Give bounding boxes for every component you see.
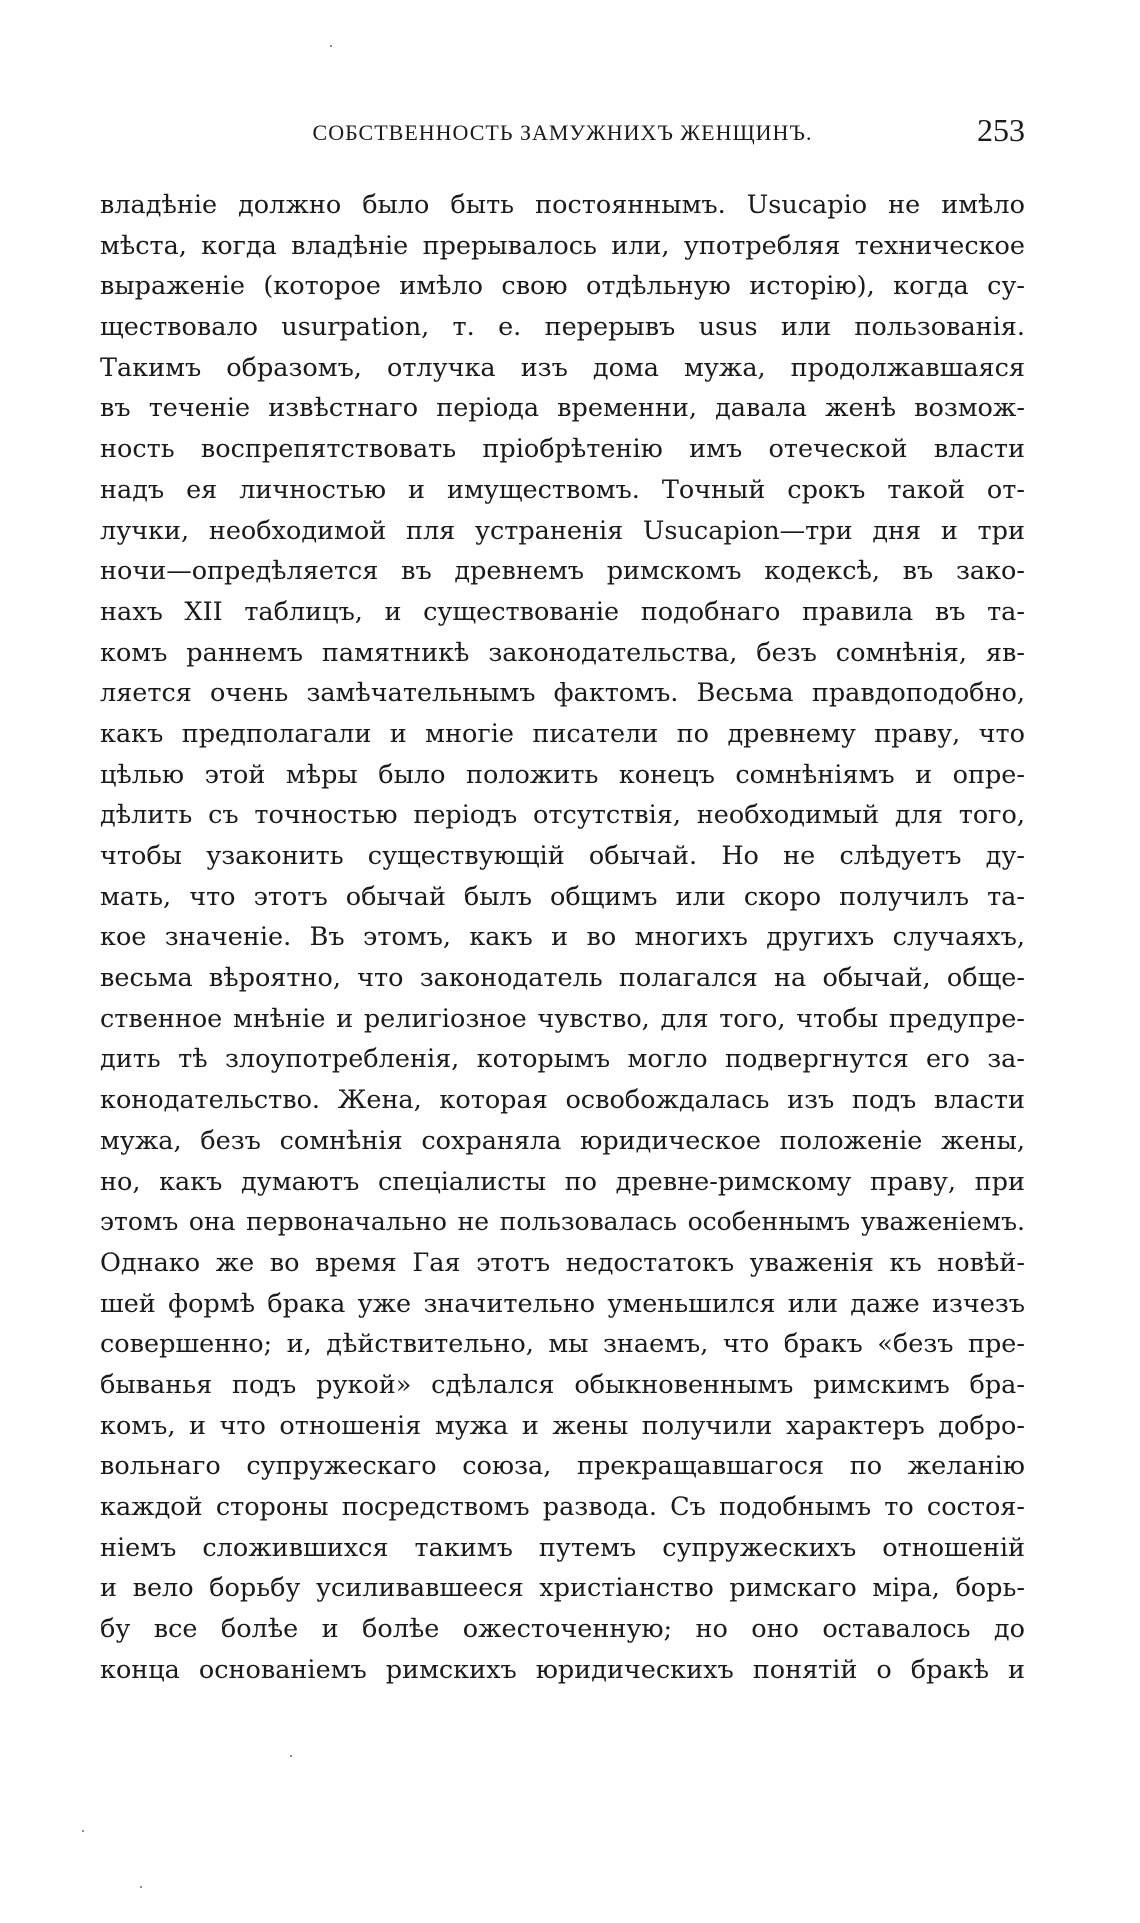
text-line: совершенно; и, дѣйствительно, мы знаемъ, что бракъ «безъ пре- <box>100 1329 1025 1360</box>
text-line: шей формѣ брака уже значительно уменьшился или даже изчезъ <box>100 1288 1025 1319</box>
paper-speck <box>82 1830 84 1832</box>
text-line: бу все болѣе и болѣе ожесточенную; но оно оставалось до <box>100 1614 1025 1645</box>
text-line: конца основаніемъ римскихъ юридическихъ понятій о бракѣ и <box>100 1654 1025 1685</box>
text-line: ственное мнѣніе и религіозное чувство, для того, чтобы предупре- <box>100 1003 1025 1034</box>
text-line: Однако же во время Гая этотъ недостатокъ уваженія къ новѣй- <box>100 1247 1025 1278</box>
text-line: весьма вѣроятно, что законодатель полагался на обычай, обще- <box>100 963 1025 994</box>
text-line: надъ ея личностью и имуществомъ. Точный срокъ такой от- <box>100 474 1025 505</box>
text-line: дить тѣ злоупотребленія, которымъ могло подвергнутся его за- <box>100 1044 1025 1075</box>
text-line: мѣста, когда владѣніе прерывалось или, употребляя техническое <box>100 230 1025 261</box>
page-number: 253 <box>977 112 1025 148</box>
text-line: владѣніе должно было быть постояннымъ. Usucapio не имѣло <box>100 190 1025 220</box>
paper-speck <box>290 1755 292 1757</box>
text-line: дѣлить съ точностью періодъ отсутствія, необходимый для того, <box>100 800 1025 831</box>
text-line: мужа, безъ сомнѣнія сохраняла юридическое положеніе жены, <box>100 1125 1025 1156</box>
text-line: нахъ XII таблицъ, и существованіе подобнаго правила въ та- <box>100 596 1025 627</box>
text-line: ніемъ сложившихся такимъ путемъ супружескихъ отношеній <box>100 1532 1025 1563</box>
text-line: ляется очень замѣчательнымъ фактомъ. Весьма правдоподобно, <box>100 678 1025 709</box>
text-line: ность воспрепятствовать пріобрѣтенію имъ отеческой власти <box>100 434 1025 465</box>
text-line: чтобы узаконить существующій обычай. Но не слѣдуетъ ду- <box>100 841 1025 871</box>
text-line: ществовало usurpation, т. е. перерывъ usus или пользованія. <box>100 312 1025 343</box>
text-line: въ теченіе извѣстнаго періода временни, давала женѣ возмож- <box>100 393 1025 424</box>
text-line: каждой стороны посредствомъ развода. Съ подобнымъ то состоя- <box>100 1492 1025 1522</box>
paper-speck <box>330 45 332 47</box>
text-line: выраженіе (которое имѣло свою отдѣльную исторію), когда су- <box>100 271 1025 302</box>
body-text <box>100 185 1025 1690</box>
text-line: ночи—опредѣляется въ древнемъ римскомъ кодексѣ, въ зако- <box>100 556 1025 587</box>
text-line: но, какъ думаютъ спеціалисты по древне-римскому праву, при <box>100 1166 1025 1197</box>
text-line: конодательство. Жена, которая освобождалась изъ подъ власти <box>100 1085 1025 1116</box>
text-line: какъ предполагали и многіе писатели по древнему праву, что <box>100 718 1025 749</box>
text-line: быванья подъ рукой» сдѣлался обыкновеннымъ римскимъ бра- <box>100 1369 1025 1400</box>
running-head-title: СОБСТВЕННОСТЬ ЗАМУЖНИХЪ ЖЕНЩИНЪ. <box>312 120 813 145</box>
text-line: и вело борьбу усиливавшееся христіанство римскаго міра, борь- <box>100 1573 1025 1604</box>
text-line: комъ раннемъ памятникѣ законодательства, безъ сомнѣнія, яв- <box>100 637 1025 668</box>
text-line: мать, что этотъ обычай былъ общимъ или скоро получилъ та- <box>100 881 1025 912</box>
running-head <box>100 112 1025 152</box>
text-line: этомъ она первоначально не пользовалась особеннымъ уваженіемъ. <box>100 1207 1025 1237</box>
paper-speck <box>140 1886 142 1888</box>
text-line: кое значеніе. Въ этомъ, какъ и во многихъ другихъ случаяхъ, <box>100 922 1025 953</box>
text-line: Такимъ образомъ, отлучка изъ дома мужа, продолжавшаяся <box>100 352 1025 383</box>
text-line: комъ, и что отношенія мужа и жены получили характеръ добро- <box>100 1410 1025 1441</box>
text-line: лучки, необходимой пля устраненія Usucapion—три дня и три <box>100 515 1025 546</box>
text-line: вольнаго супружескаго союза, прекращавшагося по желанію <box>100 1451 1025 1482</box>
text-line: цѣлью этой мѣры было положить конецъ сомнѣніямъ и опре- <box>100 759 1025 790</box>
